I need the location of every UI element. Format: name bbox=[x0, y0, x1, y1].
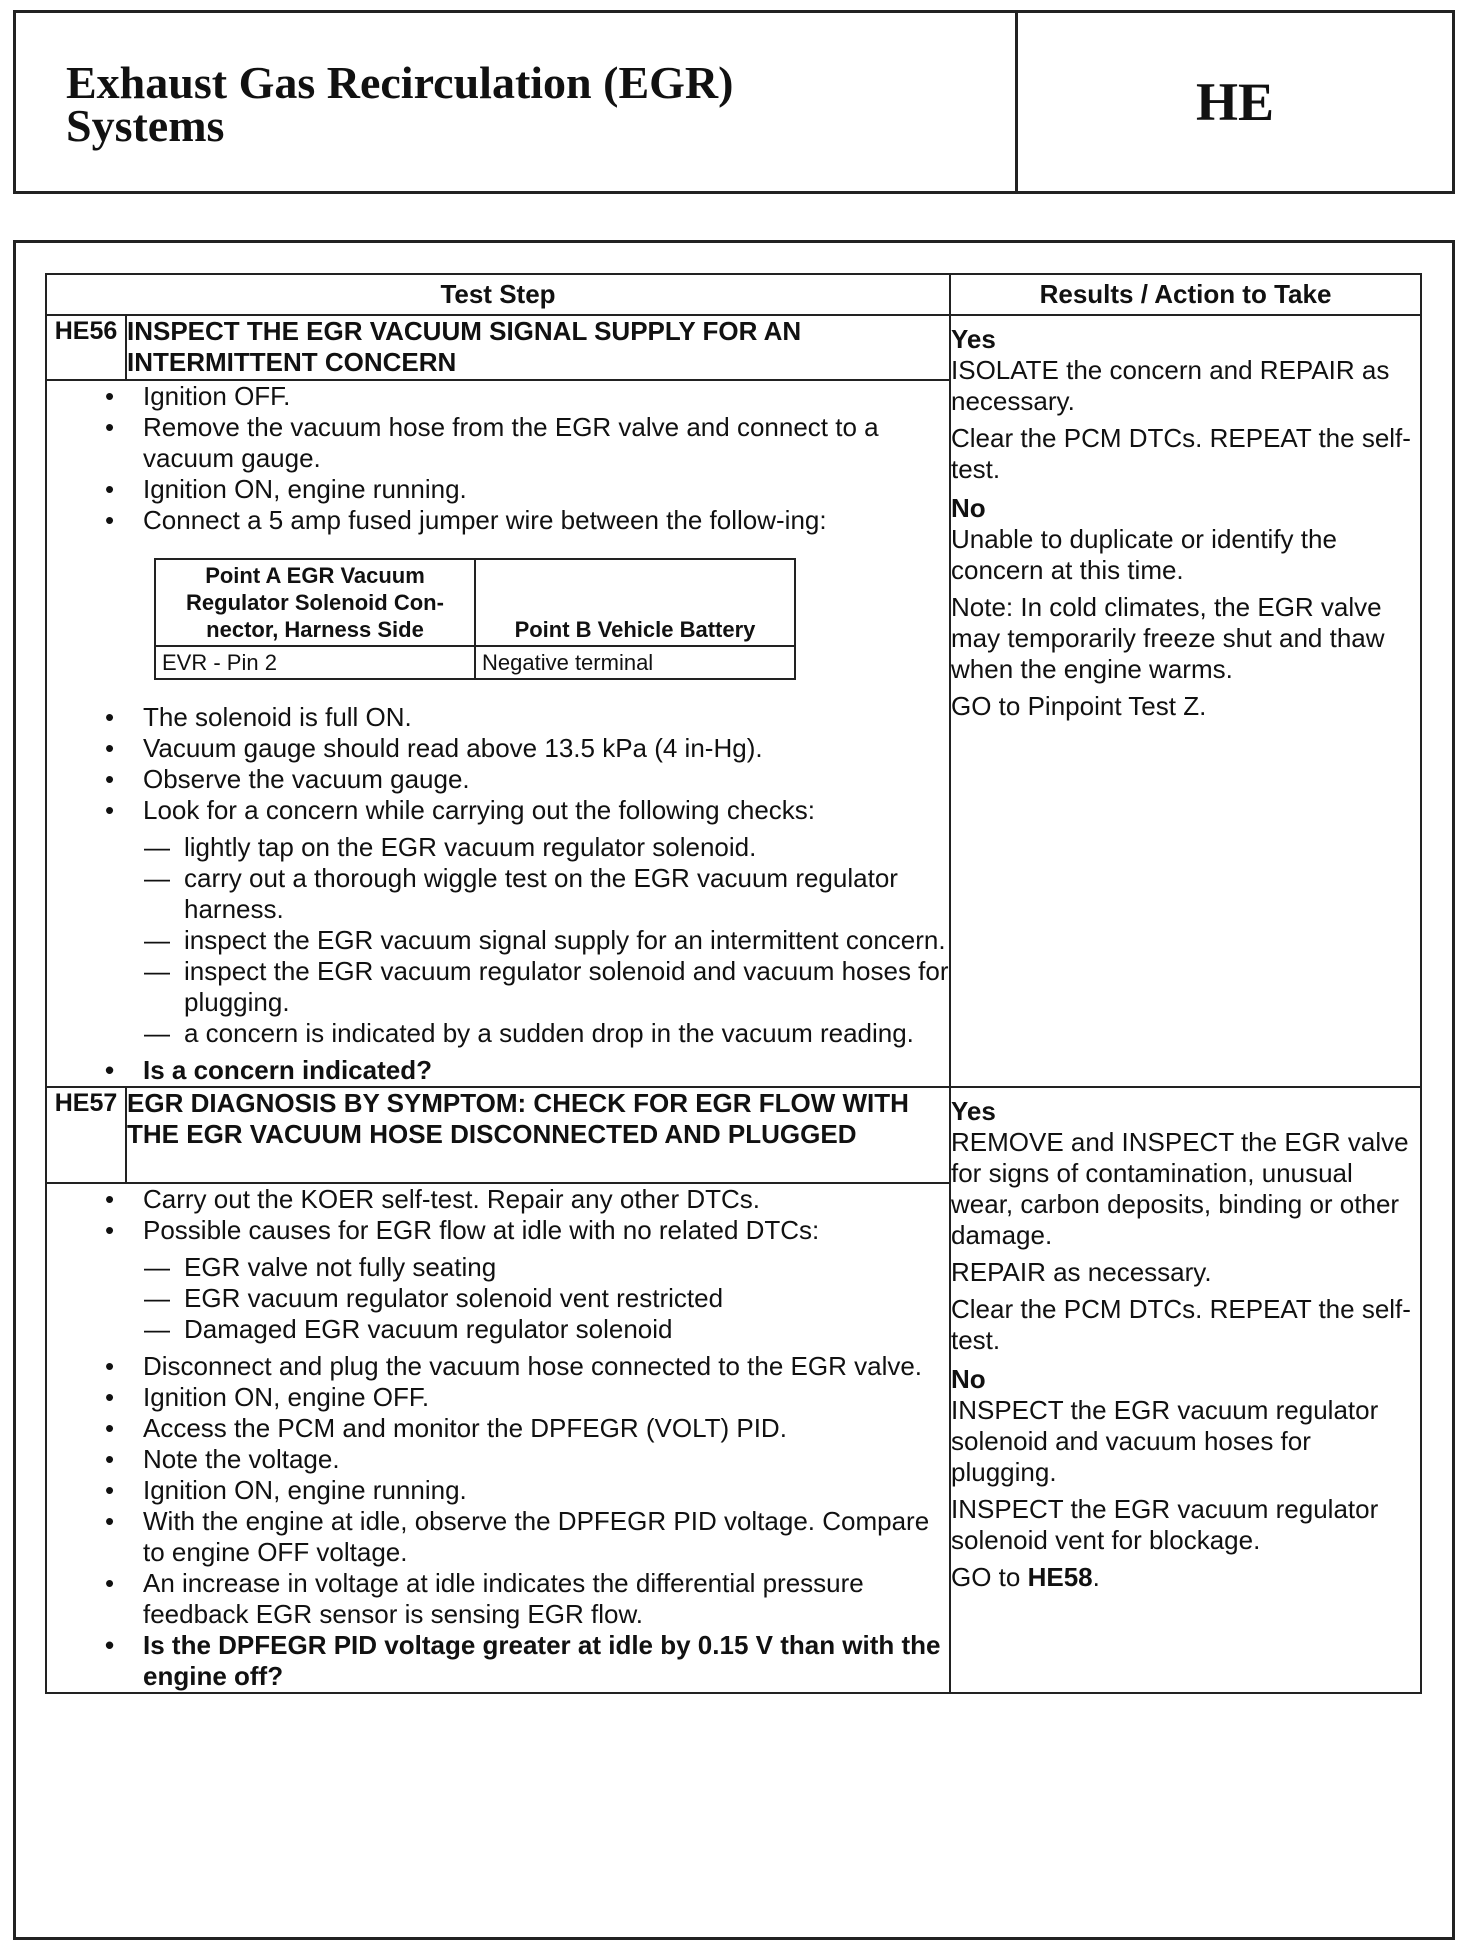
instruction-list bbox=[47, 1351, 949, 1692]
result-yes-label: Yes bbox=[951, 1096, 996, 1126]
page-title-line2: Systems bbox=[66, 100, 225, 151]
instruction-list bbox=[47, 381, 949, 536]
result-go-to-suffix: . bbox=[1092, 1562, 1100, 1592]
list-item: • Access the PCM and monitor the DPFEGR (VOLT) PID. bbox=[143, 1413, 949, 1444]
step-title: EGR DIAGNOSIS BY SYMPTOM: CHECK FOR EGR FLOW WITH THE EGR VACUUM HOSE DISCONNECTED AND PLUGGED bbox=[126, 1087, 950, 1183]
instruction-list bbox=[47, 1184, 949, 1246]
result-text: Clear the PCM DTCs. REPEAT the self-test. bbox=[951, 423, 1411, 484]
step-body bbox=[46, 1183, 950, 1693]
list-item: • Disconnect and plug the vacuum hose connected to the EGR valve. bbox=[143, 1351, 949, 1382]
check-list bbox=[47, 832, 949, 1049]
result-go-to-prefix: GO to bbox=[951, 1562, 1028, 1592]
page-title-line1: Exhaust Gas Recirculation (EGR) bbox=[66, 57, 734, 108]
table-row bbox=[155, 646, 795, 679]
page-title bbox=[16, 13, 1018, 191]
diagnostic-table bbox=[45, 273, 1422, 1694]
result-text: REPAIR as necessary. bbox=[951, 1257, 1212, 1287]
list-item: • Observe the vacuum gauge. bbox=[143, 764, 949, 795]
result-no-label: No bbox=[951, 493, 986, 523]
step-body bbox=[46, 380, 950, 1087]
list-item: • Ignition ON, engine running. bbox=[143, 474, 949, 505]
list-item: • Ignition ON, engine OFF. bbox=[143, 1382, 949, 1413]
list-item: — EGR vacuum regulator solenoid vent restricted bbox=[184, 1283, 949, 1314]
list-item: • With the engine at idle, observe the DPFEGR PID voltage. Compare to engine OFF voltage. bbox=[143, 1506, 949, 1568]
list-item: • Vacuum gauge should read above 13.5 kPa (4 in-Hg). bbox=[143, 733, 949, 764]
step-question: • Is a concern indicated? bbox=[143, 1055, 949, 1086]
list-item: — inspect the EGR vacuum signal supply for an intermittent concern. bbox=[184, 925, 949, 956]
result-text: REMOVE and INSPECT the EGR valve for signs of contamination, unusual wear, carbon deposits, binding or other damage. bbox=[951, 1127, 1409, 1250]
result-text: GO to Pinpoint Test Z. bbox=[951, 691, 1207, 721]
jumper-wire-table bbox=[154, 558, 796, 680]
list-item: — Damaged EGR vacuum regulator solenoid bbox=[184, 1314, 949, 1345]
step-id: HE57 bbox=[46, 1087, 126, 1183]
list-item: • Ignition ON, engine running. bbox=[143, 1475, 949, 1506]
column-header-point-b: Point B Vehicle Battery bbox=[475, 559, 795, 646]
step-he56-results bbox=[950, 315, 1421, 1087]
result-no-label: No bbox=[951, 1364, 986, 1394]
list-item: — EGR valve not fully seating bbox=[184, 1252, 949, 1283]
column-header-test-step: Test Step bbox=[46, 274, 950, 315]
section-code: HE bbox=[1195, 72, 1275, 132]
table-row bbox=[155, 559, 795, 646]
table-cell: EVR - Pin 2 bbox=[155, 646, 475, 679]
result-text: ISOLATE the concern and REPAIR as necessary. bbox=[951, 355, 1390, 416]
step-he57-results bbox=[950, 1087, 1421, 1693]
result-yes-label: Yes bbox=[951, 324, 996, 354]
result-text: Clear the PCM DTCs. REPEAT the self-test. bbox=[951, 1294, 1411, 1355]
list-item: — lightly tap on the EGR vacuum regulator solenoid. bbox=[184, 832, 949, 863]
result-text: INSPECT the EGR vacuum regulator solenoid and vacuum hoses for plugging. bbox=[951, 1395, 1379, 1487]
result-go-to bbox=[951, 1562, 1420, 1593]
list-item: — carry out a thorough wiggle test on the EGR vacuum regulator harness. bbox=[184, 863, 949, 925]
step-title: INSPECT THE EGR VACUUM SIGNAL SUPPLY FOR AN INTERMITTENT CONCERN bbox=[126, 315, 950, 380]
question-list bbox=[47, 1055, 949, 1086]
step-reference-link[interactable]: HE58 bbox=[1027, 1562, 1093, 1592]
table-header-row bbox=[46, 274, 1421, 315]
list-item: — a concern is indicated by a sudden drop in the vacuum reading. bbox=[184, 1018, 949, 1049]
list-item: • Carry out the KOER self-test. Repair any other DTCs. bbox=[143, 1184, 949, 1215]
step-id: HE56 bbox=[46, 315, 126, 380]
list-item: • The solenoid is full ON. bbox=[143, 702, 949, 733]
list-item: • Look for a concern while carrying out the following checks: bbox=[143, 795, 949, 826]
result-text: INSPECT the EGR vacuum regulator solenoid vent for blockage. bbox=[951, 1494, 1379, 1555]
list-item: • Note the voltage. bbox=[143, 1444, 949, 1475]
column-header-point-a: Point A EGR Vacuum Regulator Solenoid Con-nector, Harness Side bbox=[155, 559, 475, 646]
step-he57-title-row bbox=[46, 1087, 1421, 1183]
result-text: Unable to duplicate or identify the concern at this time. bbox=[951, 524, 1337, 585]
step-question: • Is the DPFEGR PID voltage greater at idle by 0.15 V than with the engine off? bbox=[143, 1630, 949, 1692]
list-item: • Possible causes for EGR flow at idle with no related DTCs: bbox=[143, 1215, 949, 1246]
result-text: Note: In cold climates, the EGR valve may temporarily freeze shut and thaw when the engine warms. bbox=[951, 592, 1385, 684]
list-item: — inspect the EGR vacuum regulator solenoid and vacuum hoses for plugging. bbox=[184, 956, 949, 1018]
cause-list bbox=[47, 1252, 949, 1345]
page-header bbox=[13, 10, 1455, 194]
list-item: • An increase in voltage at idle indicates the differential pressure feedback EGR sensor is sensing EGR flow. bbox=[143, 1568, 949, 1630]
list-item: • Ignition OFF. bbox=[143, 381, 949, 412]
step-he56-title-row bbox=[46, 315, 1421, 380]
instruction-list bbox=[47, 702, 949, 826]
column-header-results: Results / Action to Take bbox=[950, 274, 1421, 315]
table-cell: Negative terminal bbox=[475, 646, 795, 679]
list-item: • Remove the vacuum hose from the EGR valve and connect to a vacuum gauge. bbox=[143, 412, 949, 474]
list-item: • Connect a 5 amp fused jumper wire between the follow-ing: bbox=[143, 505, 949, 536]
